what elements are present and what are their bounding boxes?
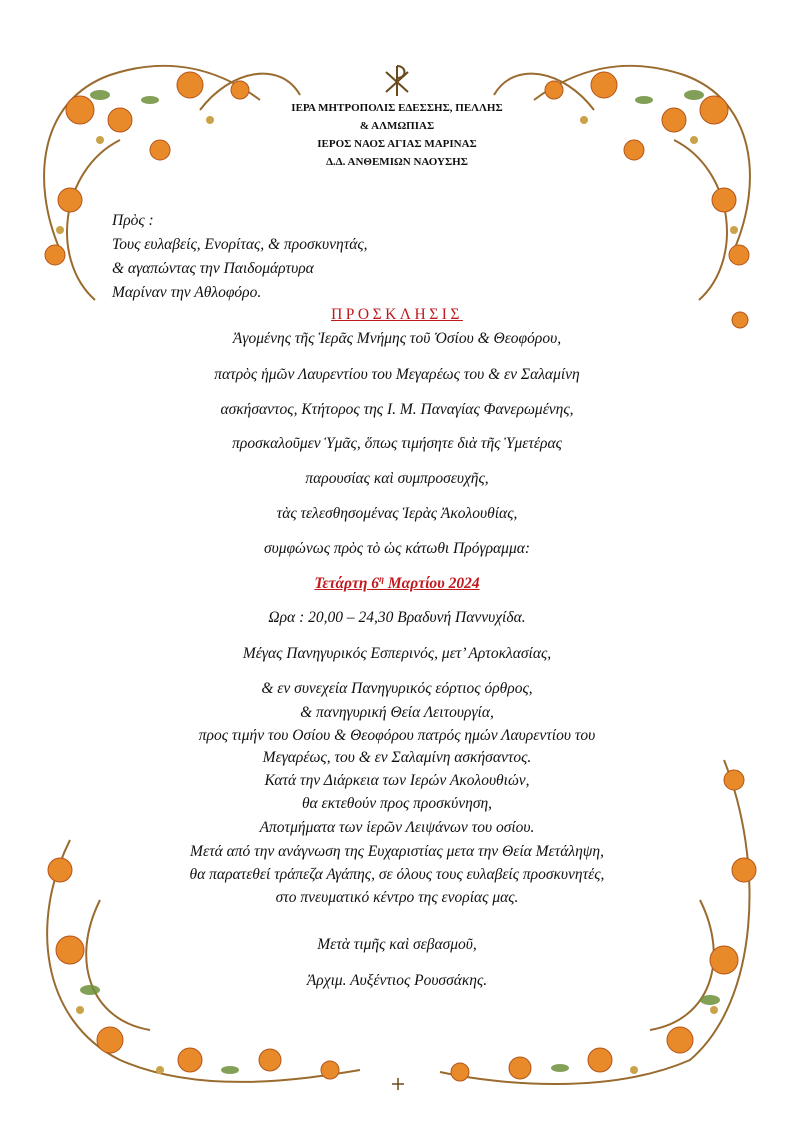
header-line-1: ΙΕΡΑ ΜΗΤΡΟΠΟΛΙΣ ΕΔΕΣΣΗΣ, ΠΕΛΛΗΣ [291, 102, 503, 114]
body-line-2: πατρὸς ἡμῶν Λαυρεντίου του Μεγαρέως του & εν Σαλαμίνη [214, 366, 580, 383]
address-line-2: Τους ευλαβείς, Ενορίτας, & προσκυνητάς, [112, 236, 368, 253]
address-line-1: Πρὸς : [112, 212, 154, 229]
program-line-12: στο πνευματικό κέντρο της ενορίας μας. [275, 889, 519, 906]
body-line-6: τὰς τελεσθησομένας Ἱερὰς Ἀκολουθίας, [276, 505, 518, 522]
header-line-3: ΙΕΡΟΣ ΝΑΟΣ ΑΓΙΑΣ ΜΑΡΙΝΑΣ [317, 138, 477, 150]
program-line-3: & εν συνεχεία Πανηγυρικός εόρτιος όρθρος, [261, 680, 533, 697]
program-line-1: Ωρα : 20,00 – 24,30 Βραδυνή Παννυχίδα. [268, 609, 526, 626]
program-line-7: Κατά την Διάρκεια των Ιερών Ακολουθιών, [264, 772, 530, 789]
body-line-7: συμφώνως πρὸς τὸ ὡς κάτωθι Πρόγραμμα: [263, 540, 531, 557]
program-line-5: προς τιμήν του Οσίου & Θεοφόρου πατρός ημών Λαυρεντίου του [198, 727, 596, 744]
header-line-4: Δ.Δ. ΑΝΘΕΜΙΩΝ ΝΑΟΥΣΗΣ [326, 156, 468, 168]
event-date: Τετάρτη $6^\eta$ Μαρτίου 2024 [314, 574, 480, 593]
program-line-6: Μεγαρέως, του & εν Σαλαμίνη ασκήσαντος. [262, 749, 532, 766]
invitation-title-row [0, 306, 794, 324]
program-line-11: θα παρατεθεί τράπεζα Αγάπης, σε όλους τους ευλαβείς προσκυνητές, [189, 866, 605, 883]
body-line-5: παρουσίας καὶ συμπροσευχῆς, [305, 470, 489, 487]
body-line-4: προσκαλοῦμεν Ὑμᾶς, ὅπως τιμήσητε διὰ τῆς Ὑμετέρας [232, 435, 562, 452]
address-line-3: & αγαπώντας την Παιδομάρτυρα [112, 260, 314, 277]
program-line-2: Μέγας Πανηγυρικός Εσπερινός, μετ’ Αρτοκλασίας, [242, 645, 552, 662]
program-line-4: & πανηγυρική Θεία Λειτουργία, [300, 704, 494, 721]
address-line-4: Μαρίναν την Αθλοφόρο. [112, 284, 262, 301]
program-line-9: Αποτμήματα των ἱερῶν Λειψάνων του οσίου. [259, 819, 535, 836]
program-line-10: Μετά από την ανάγνωση της Ευχαριστίας μετα την Θεία Μετάληψη, [190, 843, 604, 860]
program-line-8: θα εκτεθούν προς προσκύνηση, [301, 795, 493, 812]
body-line-3: ασκήσαντος, Κτήτορος της Ι. Μ. Παναγίας Φανερωμένης, [220, 401, 574, 418]
chi-rho-icon [386, 66, 408, 96]
body-line-1: Ἀγομένης τῆς Ἱερᾶς Μνήμης τοῦ Ὁσίου & Θεοφόρου, [232, 330, 562, 347]
closing-greeting: Μετὰ τιμῆς καὶ σεβασμοῦ, [317, 936, 477, 953]
invitation-title: ΠΡΟΣΚΛΗΣΙΣ [331, 306, 463, 323]
signature: Ἀρχιμ. Αυξέντιος Ρουσσάκης. [306, 972, 488, 989]
header-line-2: & ΑΛΜΩΠΙΑΣ [359, 120, 435, 132]
